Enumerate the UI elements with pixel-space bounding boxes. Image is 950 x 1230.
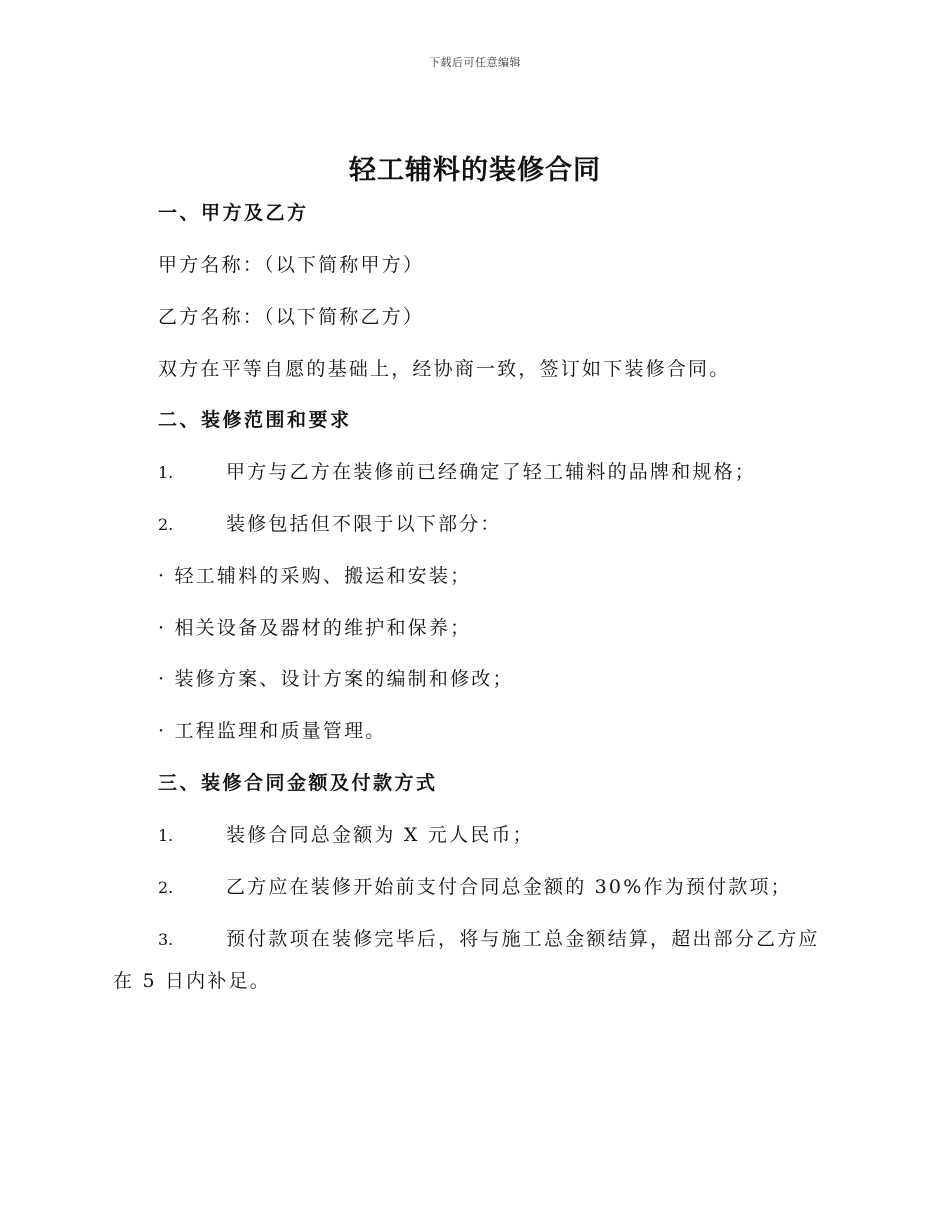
section3-heading: 三、装修合同金额及付款方式: [158, 772, 438, 794]
item-number: 1.: [158, 463, 174, 482]
section2-heading: 二、装修范围和要求: [158, 409, 352, 431]
header-note: 下载后可任意编辑: [429, 56, 521, 69]
section1-heading: 一、甲方及乙方: [158, 202, 309, 224]
party-b-line: 乙方名称：（以下简称乙方）: [158, 306, 425, 328]
item-text: 甲方与乙方在装修前已经确定了轻工辅料的品牌和规格；: [226, 461, 757, 483]
item-text: 装修合同总金额为 X 元人民币；: [226, 824, 534, 846]
bullet-item-1: · 轻工辅料的采购、搬运和安装；: [158, 565, 472, 587]
item-number: 3.: [158, 930, 174, 949]
party-a-line: 甲方名称：（以下简称甲方）: [158, 254, 425, 276]
item-text: 装修包括但不限于以下部分：: [226, 513, 502, 535]
section2-item-1: [158, 457, 756, 484]
section3-item-3-continuation: 在 5 日内补足。: [113, 970, 271, 992]
bullet-item-4: · 工程监理和质量管理。: [158, 720, 387, 742]
item-number: 2.: [158, 878, 174, 897]
document-title: 轻工辅料的装修合同: [349, 155, 601, 186]
item-text: 乙方应在装修开始前支付合同总金额的 30%作为预付款项；: [226, 876, 792, 898]
item-text: 预付款项在装修完毕后，将与施工总金额结算，超出部分乙方应: [226, 928, 820, 950]
section3-item-2: [158, 872, 792, 899]
item-number: 2.: [158, 515, 174, 534]
bullet-item-3: · 装修方案、设计方案的编制和修改；: [158, 668, 514, 690]
section2-item-2: [158, 509, 502, 536]
intro-paragraph: 双方在平等自愿的基础上，经协商一致，签订如下装修合同。: [158, 358, 731, 380]
section3-item-3: [158, 924, 820, 951]
bullet-item-2: · 相关设备及器材的维护和保养；: [158, 617, 472, 639]
section3-item-1: [158, 820, 534, 847]
item-number: 1.: [158, 826, 174, 845]
